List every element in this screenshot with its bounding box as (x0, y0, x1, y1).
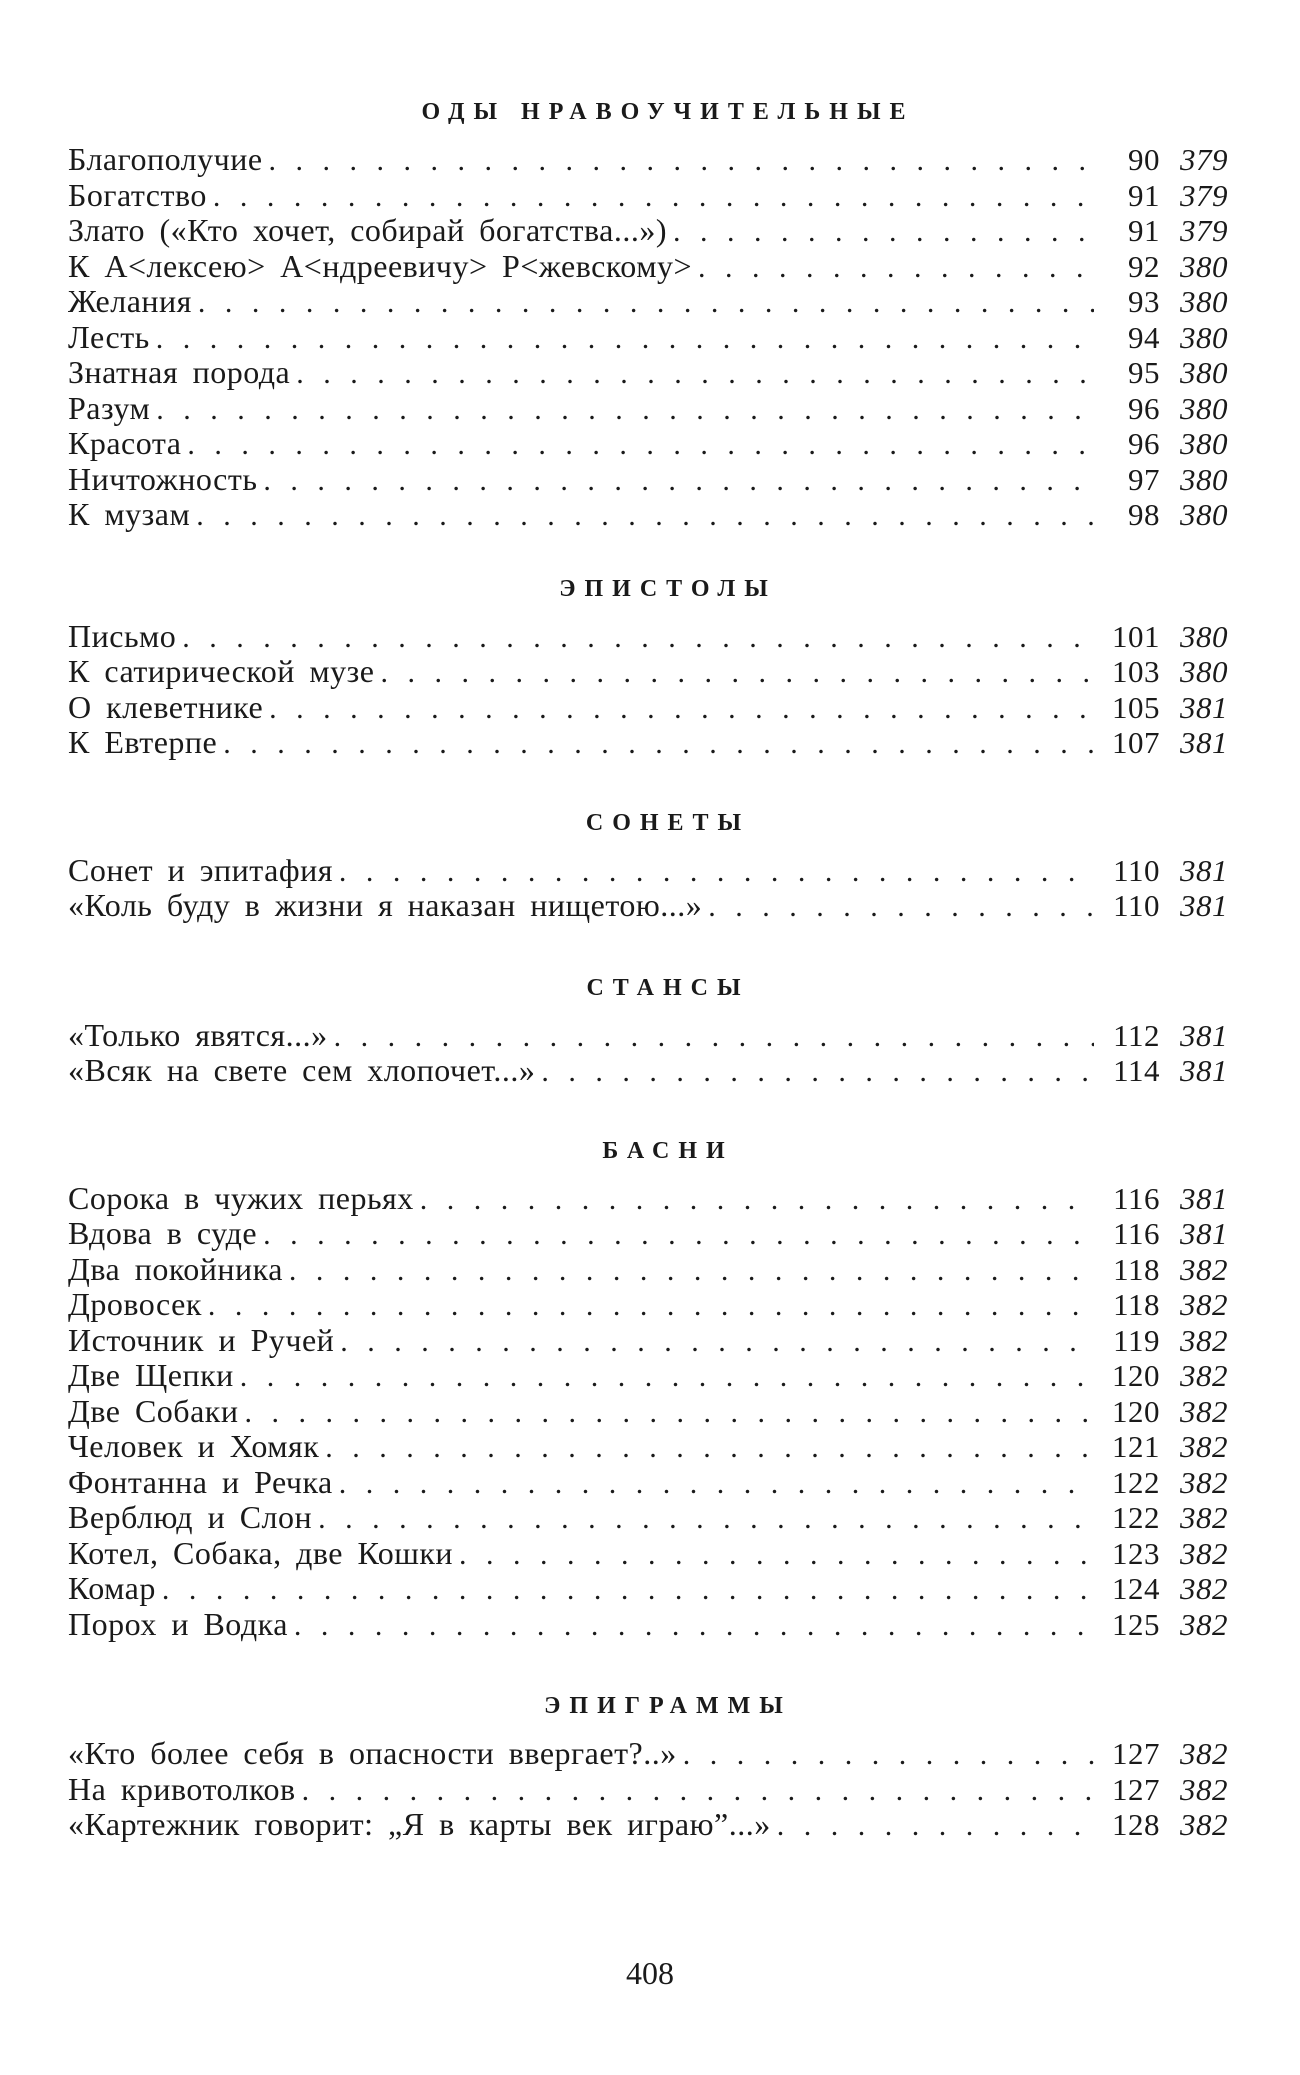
entry-title: Благополучие (68, 141, 263, 177)
entry-page-number: 91 (1128, 177, 1160, 213)
toc-entry (68, 462, 1228, 498)
toc-entry (68, 1536, 1228, 1572)
entry-title: Сонет и эпитафия (68, 851, 333, 888)
dot-leader (380, 655, 1094, 691)
entry-note-page: 382 (1180, 1464, 1228, 1500)
entry-page-number: 107 (1112, 725, 1160, 760)
toc-entry (68, 249, 1228, 285)
entry-note-page: 380 (1180, 319, 1228, 355)
dot-leader (263, 463, 1094, 499)
entry-page-number: 118 (1113, 1251, 1160, 1287)
section-spacer (68, 761, 1228, 799)
entry-title: О клеветнике (68, 688, 264, 725)
entry-page-number: 105 (1112, 689, 1160, 725)
entry-title: «Кто более себя в опасности ввергает?..» (68, 1735, 677, 1771)
entry-page-number: 93 (1128, 284, 1160, 319)
entry-page-number: 128 (1112, 1807, 1160, 1842)
entry-note-page: 380 (1180, 248, 1228, 284)
dot-leader (708, 889, 1094, 925)
entry-page-number: 96 (1128, 426, 1160, 461)
entry-note-page: 382 (1180, 1771, 1228, 1807)
dot-leader (213, 179, 1094, 215)
entry-note-page: 381 (1180, 689, 1228, 725)
section-entries (68, 619, 1228, 761)
entry-note-page: 379 (1180, 213, 1228, 248)
entry-page-number: 92 (1128, 248, 1160, 284)
toc-section-stanzas (68, 964, 1228, 1089)
section-title: БАСНИ (602, 1137, 734, 1164)
toc-entry (68, 178, 1228, 214)
section-spacer (68, 1089, 1228, 1127)
entry-page-number: 127 (1112, 1771, 1160, 1807)
dot-leader (334, 1019, 1094, 1055)
toc-entry (68, 654, 1228, 690)
dot-leader (339, 1466, 1094, 1502)
entry-note-page: 380 (1180, 284, 1228, 319)
entry-note-page: 381 (1180, 1180, 1228, 1216)
entry-note-page: 379 (1180, 142, 1228, 177)
dot-leader (289, 1253, 1094, 1289)
dot-leader (187, 427, 1094, 463)
entry-title: Сорока в чужих перьях (68, 1179, 414, 1216)
entry-note-page: 380 (1180, 461, 1228, 497)
dot-leader (698, 250, 1094, 286)
entry-page-number: 96 (1128, 390, 1160, 426)
dot-leader (156, 321, 1094, 357)
dot-leader (156, 392, 1094, 428)
section-spacer (68, 924, 1228, 964)
entry-note-page: 380 (1180, 355, 1228, 390)
toc-entry (68, 1571, 1228, 1607)
entry-page-number: 112 (1113, 1017, 1160, 1053)
entry-title: Ничтожность (68, 460, 258, 497)
entry-page-number: 90 (1128, 142, 1160, 177)
entry-page-number: 110 (1113, 888, 1160, 923)
entry-title: Красота (68, 425, 182, 461)
entry-note-page: 382 (1180, 1358, 1228, 1393)
entry-note-page: 381 (1180, 888, 1228, 923)
toc-entry (68, 284, 1228, 320)
entry-title: «Картежник говорит: „Я в карты век играю”...» (68, 1806, 771, 1842)
toc-entry (68, 1018, 1228, 1054)
toc-entry (68, 1607, 1228, 1643)
section-title: ЭПИГРАММЫ (544, 1693, 792, 1719)
toc-entry (68, 355, 1228, 391)
toc-section-odes (68, 88, 1228, 533)
entry-note-page: 382 (1180, 1429, 1228, 1464)
entry-page-number: 110 (1113, 852, 1160, 888)
entry-note-page: 380 (1180, 654, 1228, 689)
entry-note-page: 382 (1180, 1500, 1228, 1535)
dot-leader (240, 1359, 1094, 1395)
entry-title: Злато («Кто хочет, собирай богатства...») (68, 212, 668, 248)
toc-entry (68, 497, 1228, 533)
entry-page-number: 116 (1113, 1216, 1160, 1251)
dot-leader (420, 1182, 1094, 1218)
entry-title: Вдова в суде (68, 1215, 258, 1251)
entry-title: К А<лексею> А<ндреевичу> Р<жевскому> (68, 247, 692, 284)
section-title: СТАНСЫ (586, 974, 750, 1001)
toc-entry (68, 1053, 1228, 1089)
toc-entry (68, 853, 1228, 889)
dot-leader (263, 1217, 1094, 1253)
entry-page-number: 123 (1112, 1535, 1160, 1571)
toc-entry (68, 1323, 1228, 1359)
section-title: ЭПИСТОЛЫ (559, 575, 777, 602)
dot-leader (269, 143, 1094, 179)
entry-title: Дровосек (68, 1286, 202, 1322)
entry-note-page: 382 (1180, 1322, 1228, 1358)
entry-title: Комар (68, 1570, 156, 1606)
section-entries (68, 1181, 1228, 1643)
dot-leader (340, 1324, 1094, 1360)
entry-note-page: 382 (1180, 1571, 1228, 1606)
toc-entry (68, 619, 1228, 655)
toc-entry (68, 213, 1228, 249)
dot-leader (302, 1773, 1094, 1809)
section-entries (68, 1018, 1228, 1089)
entry-title: «Только явятся...» (68, 1016, 328, 1053)
entry-note-page: 382 (1180, 1807, 1228, 1842)
toc-entry (68, 1358, 1228, 1394)
dot-leader (182, 620, 1094, 656)
toc-entry (68, 1500, 1228, 1536)
toc-entry (68, 1429, 1228, 1465)
dot-leader (196, 498, 1094, 534)
toc-section-epigrams (68, 1682, 1228, 1843)
entry-title: Письмо (68, 617, 177, 654)
entry-page-number: 124 (1112, 1571, 1160, 1606)
dot-leader (269, 691, 1094, 727)
section-title: СОНЕТЫ (585, 809, 751, 836)
toc-entry (68, 320, 1228, 356)
entry-note-page: 382 (1180, 1251, 1228, 1287)
dot-leader (683, 1737, 1094, 1773)
entry-page-number: 97 (1128, 461, 1160, 497)
table-of-contents (68, 88, 1228, 1843)
dot-leader (294, 1608, 1094, 1644)
toc-section-fables (68, 1127, 1228, 1643)
dot-leader (459, 1537, 1094, 1573)
entry-page-number: 119 (1113, 1322, 1160, 1358)
dot-leader (244, 1395, 1094, 1431)
entry-title: Порох и Водка (68, 1605, 288, 1642)
toc-entry (68, 391, 1228, 427)
entry-title: Источник и Ручей (68, 1321, 335, 1358)
entry-page-number: 120 (1112, 1393, 1160, 1429)
dot-leader (325, 1430, 1094, 1466)
entry-title: Разум (68, 389, 151, 426)
toc-entry (68, 1465, 1228, 1501)
toc-entry (68, 690, 1228, 726)
section-entries (68, 853, 1228, 924)
toc-entry (68, 1216, 1228, 1252)
page-number: 408 (626, 1955, 674, 1991)
entry-title: Две Щепки (68, 1357, 234, 1393)
toc-entry (68, 1394, 1228, 1430)
entry-title: «Всяк на свете сем хлопочет...» (68, 1052, 536, 1088)
entry-note-page: 380 (1180, 497, 1228, 532)
entry-note-page: 382 (1180, 1606, 1228, 1642)
toc-entry (68, 1181, 1228, 1217)
entry-note-page: 381 (1180, 725, 1228, 760)
entry-title: К музам (68, 496, 191, 532)
dot-leader (162, 1572, 1094, 1608)
toc-entry (68, 1807, 1228, 1843)
entry-title: К Евтерпе (68, 724, 218, 760)
section-entries (68, 1736, 1228, 1843)
entry-page-number: 125 (1112, 1606, 1160, 1642)
entry-page-number: 122 (1112, 1464, 1160, 1500)
dot-leader (673, 214, 1094, 250)
entry-title: Две Собаки (68, 1392, 239, 1429)
toc-section-epistles (68, 565, 1228, 761)
entry-title: Котел, Собака, две Кошки (68, 1534, 454, 1571)
entry-page-number: 91 (1128, 213, 1160, 248)
toc-entry (68, 142, 1228, 178)
entry-title: Желания (68, 283, 192, 319)
entry-note-page: 380 (1180, 426, 1228, 461)
entry-note-page: 380 (1180, 390, 1228, 426)
entry-page-number: 118 (1113, 1287, 1160, 1322)
dot-leader (777, 1808, 1094, 1844)
dot-leader (198, 285, 1094, 321)
entry-note-page: 381 (1180, 852, 1228, 888)
entry-page-number: 114 (1113, 1053, 1160, 1088)
entry-note-page: 381 (1180, 1053, 1228, 1088)
dot-leader (208, 1288, 1094, 1324)
entry-page-number: 122 (1112, 1500, 1160, 1535)
section-entries (68, 142, 1228, 533)
entry-note-page: 379 (1180, 177, 1228, 213)
entry-title: «Коль буду в жизни я наказан нищетою...» (68, 887, 703, 923)
entry-note-page: 382 (1180, 1287, 1228, 1322)
entry-page-number: 116 (1113, 1180, 1160, 1216)
entry-note-page: 381 (1180, 1216, 1228, 1251)
entry-title: На кривотолков (68, 1770, 296, 1807)
dot-leader (339, 854, 1094, 890)
dot-leader (296, 356, 1094, 392)
entry-title: К сатирической музе (68, 653, 375, 689)
entry-note-page: 382 (1180, 1535, 1228, 1571)
entry-page-number: 94 (1128, 319, 1160, 355)
section-spacer (68, 1642, 1228, 1682)
section-spacer (68, 533, 1228, 565)
entry-title: Верблюд и Слон (68, 1499, 313, 1535)
dot-leader (223, 726, 1094, 762)
entry-title: Человек и Хомяк (68, 1428, 320, 1464)
entry-title: Два покойника (68, 1250, 283, 1287)
entry-note-page: 382 (1180, 1736, 1228, 1771)
toc-entry (68, 1736, 1228, 1772)
entry-note-page: 381 (1180, 1017, 1228, 1053)
entry-note-page: 380 (1180, 618, 1228, 654)
entry-title: Богатство (68, 176, 207, 213)
dot-leader (318, 1501, 1094, 1537)
entry-page-number: 98 (1128, 497, 1160, 532)
toc-entry (68, 426, 1228, 462)
entry-title: Знатная порода (68, 354, 291, 390)
entry-title: Фонтанна и Речка (68, 1463, 333, 1500)
toc-entry (68, 1772, 1228, 1808)
toc-entry (68, 1287, 1228, 1323)
entry-page-number: 120 (1112, 1358, 1160, 1393)
entry-page-number: 121 (1112, 1429, 1160, 1464)
entry-title: Лесть (68, 318, 150, 355)
entry-page-number: 127 (1112, 1736, 1160, 1771)
entry-page-number: 103 (1112, 654, 1160, 689)
dot-leader (541, 1054, 1094, 1090)
toc-section-sonnets (68, 799, 1228, 924)
toc-entry (68, 725, 1228, 761)
section-title: ОДЫ НРАВОУЧИТЕЛЬНЫЕ (421, 99, 915, 125)
toc-entry (68, 888, 1228, 924)
entry-page-number: 101 (1112, 618, 1160, 654)
toc-entry (68, 1252, 1228, 1288)
entry-page-number: 95 (1128, 355, 1160, 390)
entry-note-page: 382 (1180, 1393, 1228, 1429)
